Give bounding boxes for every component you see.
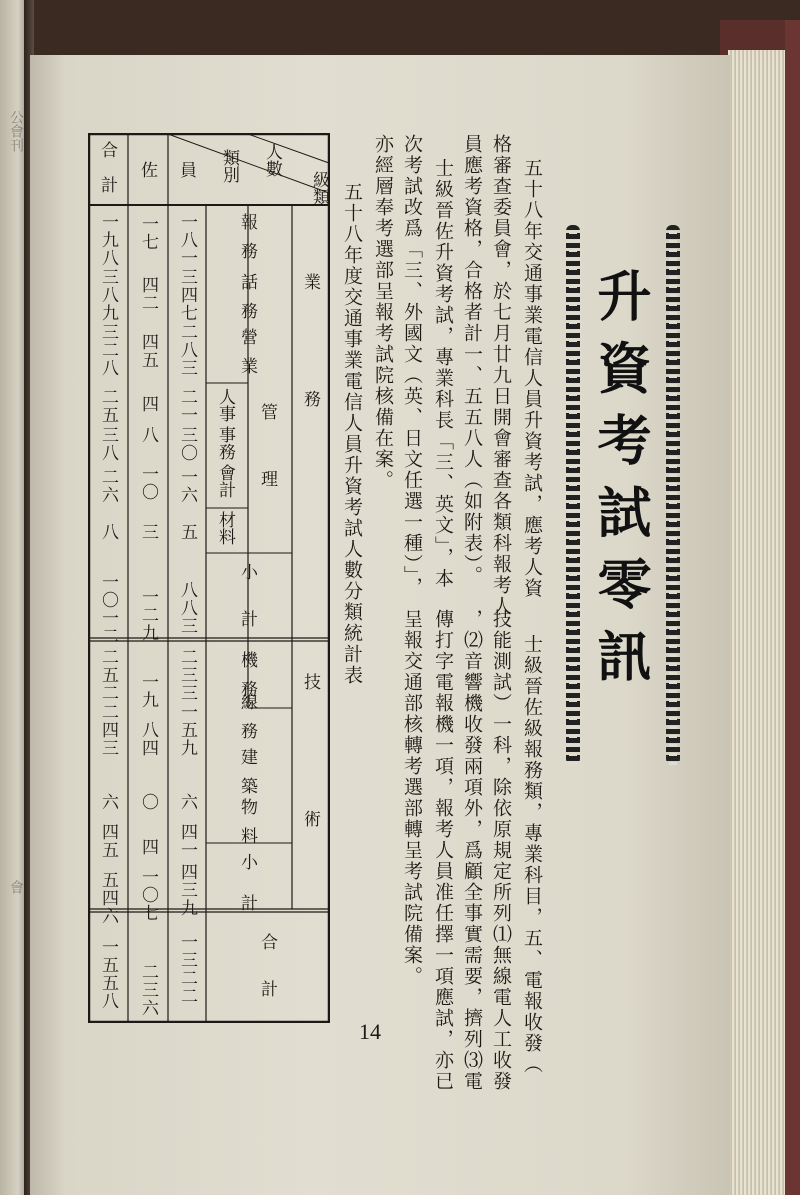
statistics-table bbox=[88, 133, 330, 1027]
cell-zuo-lines: 八四 bbox=[138, 721, 158, 757]
cell-zuo-supplies: 四 bbox=[138, 838, 158, 856]
column-header-subtotal-1: 小計 bbox=[237, 563, 257, 657]
paragraph-3-line-4: 傳打字電報機一項，報考人員准任擇一項應試，亦已 bbox=[432, 609, 454, 1092]
group-management: 管理 bbox=[257, 403, 277, 537]
paragraph-1-line-2: 格審查委員會，於七月廿九日開會審查各類科報考人 bbox=[490, 134, 512, 617]
cell-zuo-sales: 四五 bbox=[138, 333, 158, 369]
paragraph-2-line-1: 士級晉佐升資考試，專業科長「三、英文」，本 bbox=[432, 158, 454, 590]
corner-type-label: 類別 bbox=[219, 149, 239, 183]
cell-total-telegraph: 一九八 bbox=[98, 213, 118, 267]
paragraph-1-line-3: 員應考資格，合格者計一、五五八人（如附表）。 bbox=[461, 134, 483, 587]
cell-yuan-construction: 六 bbox=[177, 793, 197, 811]
row-label-zuo: 佐 bbox=[137, 161, 157, 178]
book-cover-edge bbox=[785, 20, 800, 1195]
cell-zuo-grand-total: 二三六 bbox=[138, 963, 158, 1017]
column-header-telegraph: 報務 bbox=[237, 213, 257, 271]
cell-total-sales: 三二八 bbox=[98, 323, 118, 377]
paragraph-2-line-3: 亦經層奉考選部呈報考試院核備在案。 bbox=[372, 134, 394, 491]
paragraph-3-line-5: 呈報交通部核轉考選部轉呈考試院備案。 bbox=[401, 609, 423, 987]
cell-zuo-telephone: 四二 bbox=[138, 276, 158, 312]
cell-yuan-accounting: 一六 bbox=[177, 468, 197, 504]
row-label-total: 合計 bbox=[97, 141, 117, 211]
cell-zuo-accounting: 一〇 bbox=[138, 465, 158, 501]
cell-zuo-personnel: 四 bbox=[138, 395, 158, 413]
cell-total-machinery: 二五二 bbox=[98, 648, 118, 702]
corner-count-label: 人數 bbox=[262, 143, 282, 177]
cell-yuan-lines: 一五九 bbox=[177, 703, 197, 757]
page-number: 14 bbox=[359, 1019, 381, 1044]
cell-yuan-materials: 五 bbox=[177, 523, 197, 541]
table-grid bbox=[88, 133, 330, 1023]
page-title: 升資考試零訊 bbox=[589, 268, 652, 700]
cell-total-personnel: 二五 bbox=[98, 388, 118, 424]
cell-yuan-telephone: 三四七 bbox=[177, 268, 197, 322]
corner-kind-label: 級類 bbox=[309, 171, 329, 205]
paragraph-3-line-1: 士級晉佐級報務類，專業科目，五、電報收發（ bbox=[521, 634, 543, 1075]
cell-yuan-machinery: 二三三 bbox=[177, 648, 197, 702]
row-label-yuan: 員 bbox=[176, 161, 196, 178]
group-business: 業務 bbox=[300, 273, 320, 507]
cell-yuan-personnel: 二一 bbox=[177, 388, 197, 424]
decorative-border-right bbox=[666, 225, 680, 765]
cell-total-supplies: 四五 bbox=[98, 823, 118, 859]
cell-zuo-machinery: 一九 bbox=[138, 673, 158, 709]
paragraph-2-line-2: 次考試改爲「三、外國文（英、日文任選一種）」， bbox=[401, 134, 423, 598]
cell-total-grand-total: 一五五八 bbox=[98, 938, 118, 1010]
cell-zuo-general-affairs: 八 bbox=[138, 426, 158, 444]
cell-yuan-sales: 二八三 bbox=[177, 323, 197, 377]
column-header-telephone: 話務 bbox=[237, 273, 257, 331]
cell-zuo-subtotal-2: 一〇七 bbox=[138, 868, 158, 922]
cell-total-materials: 八 bbox=[98, 523, 118, 541]
cell-total-general-affairs: 三八 bbox=[98, 426, 118, 462]
cell-yuan-supplies: 四一 bbox=[177, 823, 197, 859]
column-header-construction: 建築 bbox=[237, 748, 257, 806]
cell-total-accounting: 二六 bbox=[98, 468, 118, 504]
adjacent-page-edge: 公會刊 會 bbox=[0, 0, 30, 1195]
cell-yuan-general-affairs: 三〇 bbox=[177, 426, 197, 462]
cell-zuo-telegraph: 一七 bbox=[138, 215, 158, 251]
decorative-border-left bbox=[566, 225, 580, 765]
cell-zuo-materials: 三 bbox=[138, 523, 158, 541]
cell-total-lines: 二四三 bbox=[98, 703, 118, 757]
paragraph-3-line-2: 技能測試）一科，除依原規定所列⑴無線電人工收發 bbox=[490, 609, 512, 1092]
column-header-materials: 材料 bbox=[215, 511, 235, 545]
column-header-personnel: 人事 bbox=[215, 388, 235, 422]
table-caption: 五十八年度交通事業電信人員升資考試人數分類統計表 bbox=[341, 182, 363, 686]
cell-total-construction: 六 bbox=[98, 793, 118, 811]
cell-total-subtotal-1: 一〇一二 bbox=[98, 573, 118, 645]
paragraph-3-line-3: ，⑵音響機收發兩項外，爲顧全事實需要，擠列⑶電 bbox=[461, 609, 483, 1092]
cell-yuan-telegraph: 一八一 bbox=[177, 213, 197, 267]
cell-yuan-grand-total: 一三二二 bbox=[177, 933, 197, 1005]
column-header-supplies: 物料 bbox=[237, 798, 257, 856]
column-header-sales: 營業 bbox=[237, 328, 257, 386]
paragraph-1-line-1: 五十八年交通事業電信人員升資考試，應考人資 bbox=[521, 158, 543, 599]
cell-total-subtotal-2: 五四六 bbox=[98, 871, 118, 925]
cell-yuan-subtotal-2: 四三九 bbox=[177, 863, 197, 917]
group-total: 合計 bbox=[257, 933, 277, 1027]
column-header-machinery: 機務 bbox=[237, 651, 257, 709]
group-technology: 技術 bbox=[300, 673, 320, 947]
cell-zuo-subtotal-1: 一二九 bbox=[138, 588, 158, 642]
cell-zuo-construction: 〇 bbox=[138, 793, 158, 811]
cell-total-telephone: 三八九 bbox=[98, 268, 118, 322]
column-header-general-affairs: 事務 bbox=[215, 426, 235, 460]
column-header-accounting: 會計 bbox=[215, 464, 235, 498]
column-header-lines: 線務 bbox=[237, 693, 257, 751]
column-header-subtotal-2: 小計 bbox=[237, 853, 257, 935]
cell-yuan-subtotal-1: 八八三 bbox=[177, 581, 197, 635]
